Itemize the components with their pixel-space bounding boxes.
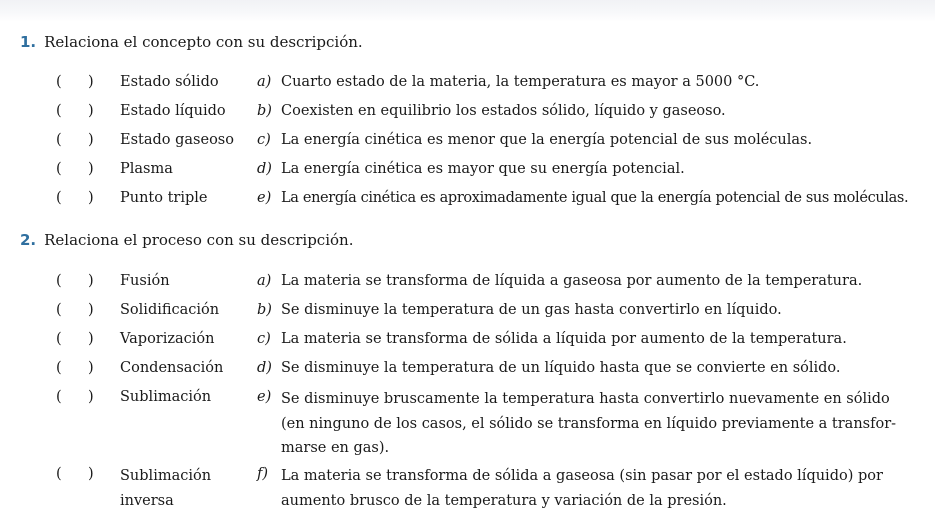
option-letter: b) [257,103,272,119]
option-letter: e) [257,389,272,405]
answer-blank-close: ) [88,466,94,482]
question-2-number: 2. [20,231,37,249]
option-description [281,464,883,514]
answer-blank-close: ) [88,103,94,119]
concept-label: Plasma [120,161,173,177]
question-1-heading [20,32,363,52]
answer-blank-close: ) [88,190,94,206]
concept-label: Estado gaseoso [120,132,234,148]
option-description: La energía cinética es menor que la energía potencial de sus moléculas. [281,132,813,148]
concept-label: Estado sólido [120,74,219,90]
option-description: La materia se transforma de sólida a líquida por aumento de la temperatura. [281,331,847,347]
answer-blank-open[interactable]: ( [56,161,62,177]
answer-blank-close: ) [88,331,94,347]
answer-blank-open[interactable]: ( [56,302,62,318]
concept-label: Sublimación [120,389,212,405]
option-description: Coexisten en equilibrio los estados sólido, líquido y gaseoso. [281,103,726,119]
answer-blank-open[interactable]: ( [56,389,62,405]
option-description: Se disminuye la temperatura de un líquido hasta que se convierte en sólido. [281,360,841,376]
concept-line: Sublimación [120,468,212,484]
question-1-number: 1. [20,33,37,51]
question-2-title: Relaciona el proceso con su descripción. [44,231,354,249]
option-letter: d) [257,161,272,177]
description-line: aumento brusco de la temperatura y variación de la presión. [281,493,727,509]
answer-blank-open[interactable]: ( [56,273,62,289]
option-letter: b) [257,302,272,318]
description-line: La materia se transforma de sólida a gaseosa (sin pasar por el estado líquido) por [281,468,883,484]
description-line: marse en gas). [281,440,390,456]
answer-blank-close: ) [88,132,94,148]
description-line: Se disminuye bruscamente la temperatura hasta convertirlo nuevamente en sólido [281,391,890,407]
answer-blank-open[interactable]: ( [56,132,62,148]
concept-label: Solidificación [120,302,220,318]
answer-blank-close: ) [88,74,94,90]
option-description: Se disminuye la temperatura de un gas hasta convertirlo en líquido. [281,302,782,318]
option-description: Cuarto estado de la materia, la temperatura es mayor a 5000 °C. [281,74,760,90]
answer-blank-open[interactable]: ( [56,466,62,482]
option-letter: a) [257,273,272,289]
concept-label: Estado líquido [120,103,226,119]
option-letter: c) [257,331,271,347]
option-letter: d) [257,360,272,376]
description-line: (en ninguno de los casos, el sólido se transforma en líquido previamente a transfor- [281,415,897,432]
option-description: La materia se transforma de líquida a gaseosa por aumento de la temperatura. [281,273,863,289]
concept-label: Vaporización [120,331,215,347]
option-description: La energía cinética es aproximadamente igual que la energía potencial de sus moléculas. [281,190,909,206]
answer-blank-close: ) [88,389,94,405]
option-description: La energía cinética es mayor que su energía potencial. [281,161,685,177]
answer-blank-close: ) [88,360,94,376]
answer-blank-close: ) [88,273,94,289]
answer-blank-open[interactable]: ( [56,331,62,347]
answer-blank-open[interactable]: ( [56,360,62,376]
option-letter: a) [257,74,272,90]
option-description [281,387,896,461]
answer-blank-open[interactable]: ( [56,190,62,206]
option-letter: c) [257,132,271,148]
option-letter: f) [257,466,269,482]
question-1-title: Relaciona el concepto con su descripción. [44,33,363,51]
answer-blank-close: ) [88,302,94,318]
concept-line: inversa [120,493,174,509]
concept-label: Fusión [120,273,170,289]
concept-label [120,464,211,514]
answer-blank-open[interactable]: ( [56,103,62,119]
question-2-heading [20,230,353,250]
answer-blank-open[interactable]: ( [56,74,62,90]
concept-label: Condensación [120,360,224,376]
option-letter: e) [257,190,272,206]
concept-label: Punto triple [120,190,208,206]
answer-blank-close: ) [88,161,94,177]
